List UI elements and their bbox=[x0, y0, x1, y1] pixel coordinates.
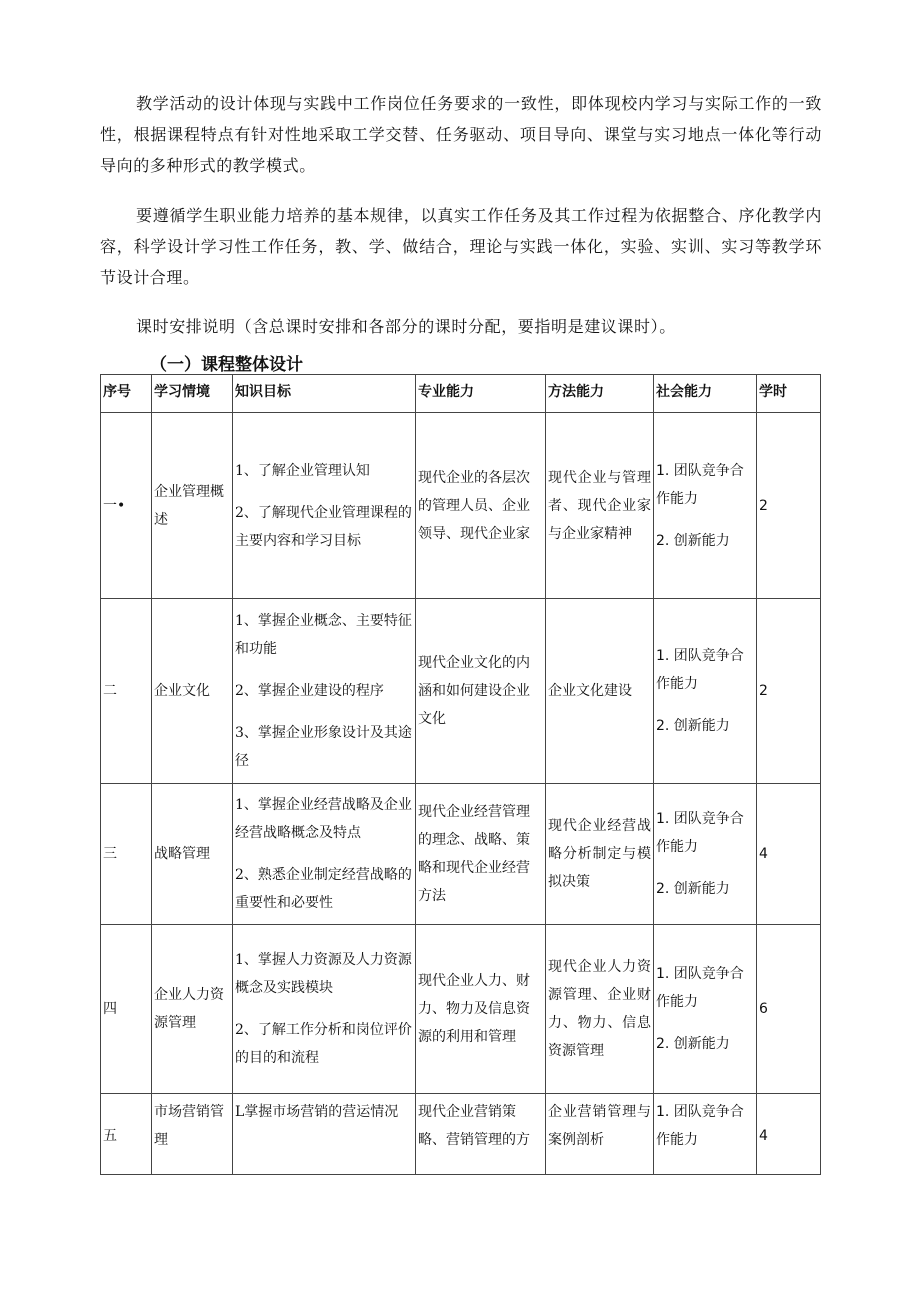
section-title: （一）课程整体设计 bbox=[150, 355, 303, 375]
header-situation: 学习情境 bbox=[152, 375, 233, 413]
social-item: 2. 创新能力 bbox=[656, 1036, 730, 1052]
paragraph-teaching-design: 教学活动的设计体现与实践中工作岗位任务要求的一致性，即体现校内学习与实际工作的一致性，根据课程特点有针对性地采取工学交替、任务驱动、项目导向、课堂与实习地点一体化等行动导向的多种形式的教学模式。 bbox=[100, 94, 822, 175]
cell-no: 五 bbox=[101, 1094, 152, 1175]
knowledge-item: 1、掌握企业概念、主要特征和功能 bbox=[235, 613, 412, 657]
cell-professional: 现代企业营销策略、营销管理的方 bbox=[416, 1094, 546, 1175]
cell-knowledge bbox=[233, 599, 416, 784]
cell-knowledge bbox=[233, 784, 416, 925]
knowledge-item: 1、掌握企业经营战略及企业经营战略概念及特点 bbox=[235, 797, 412, 841]
cell-social bbox=[654, 925, 757, 1094]
cell-social bbox=[654, 784, 757, 925]
cell-method: 现代企业与管理者、现代企业家与企业家精神 bbox=[546, 413, 654, 599]
cell-knowledge bbox=[233, 925, 416, 1094]
cell-hours: 4 bbox=[757, 1094, 821, 1175]
cell-hours: 4 bbox=[757, 784, 821, 925]
table-row bbox=[101, 784, 821, 925]
cell-situation: 企业管理概述 bbox=[152, 413, 233, 599]
cell-situation: 战略管理 bbox=[152, 784, 233, 925]
table-row bbox=[101, 1094, 821, 1175]
cell-social bbox=[654, 599, 757, 784]
table-row bbox=[101, 925, 821, 1094]
paragraph-ability-training: 要遵循学生职业能力培养的基本规律，以真实工作任务及其工作过程为依据整合、序化教学内容，科学设计学习性工作任务，教、学、做结合，理论与实践一体化，实验、实训、实习等教学环节设计合理。 bbox=[100, 206, 822, 287]
header-professional: 专业能力 bbox=[416, 375, 546, 413]
knowledge-item: 1、掌握人力资源及人力资源概念及实践模块 bbox=[235, 952, 412, 996]
social-item: 1. 团队竞争合作能力 bbox=[656, 811, 744, 855]
table-row bbox=[101, 599, 821, 784]
cell-hours: 2 bbox=[757, 413, 821, 599]
knowledge-item: L掌握市场营销的营运情况 bbox=[235, 1104, 399, 1120]
table-header-row bbox=[101, 375, 821, 413]
knowledge-item: 2、了解工作分析和岗位评价的目的和流程 bbox=[235, 1022, 412, 1066]
cell-no: 三 bbox=[101, 784, 152, 925]
cell-knowledge bbox=[233, 1094, 416, 1175]
cell-social bbox=[654, 1094, 757, 1175]
cell-professional: 现代企业文化的内涵和如何建设企业文化 bbox=[416, 599, 546, 784]
social-item: 2. 创新能力 bbox=[656, 532, 730, 549]
course-design-table bbox=[100, 374, 821, 1175]
cell-situation: 企业文化 bbox=[152, 599, 233, 784]
knowledge-item: 2、熟悉企业制定经营战略的重要性和必要性 bbox=[235, 867, 412, 911]
knowledge-item: 3、掌握企业形象设计及其途径 bbox=[235, 725, 412, 769]
cell-method: 企业文化建设 bbox=[546, 599, 654, 784]
social-item: 2. 创新能力 bbox=[656, 881, 730, 897]
social-item: 2. 创新能力 bbox=[656, 718, 730, 734]
cell-situation: 市场营销管理 bbox=[152, 1094, 233, 1175]
cell-knowledge bbox=[233, 413, 416, 599]
social-item: 1. 团队竞争合作能力 bbox=[656, 966, 744, 1010]
cell-professional: 现代企业人力、财力、物力及信息资源的利用和管理 bbox=[416, 925, 546, 1094]
paragraph-hours-note: 课时安排说明（含总课时安排和各部分的课时分配，要指明是建议课时）。 bbox=[136, 317, 676, 336]
cell-situation: 企业人力资源管理 bbox=[152, 925, 233, 1094]
cell-method: 企业营销管理与案例剖析 bbox=[546, 1094, 654, 1175]
cell-social bbox=[654, 413, 757, 599]
social-item: 1. 团队竞争合作能力 bbox=[656, 648, 744, 692]
table-row bbox=[101, 413, 821, 599]
header-hours: 学时 bbox=[757, 375, 821, 413]
cell-no: 一• bbox=[101, 413, 152, 599]
cell-professional: 现代企业经营管理的理念、战略、策略和现代企业经营方法 bbox=[416, 784, 546, 925]
cell-no: 二 bbox=[101, 599, 152, 784]
header-no: 序号 bbox=[101, 375, 152, 413]
social-item: 1. 团队竞争合作能力 bbox=[656, 462, 744, 507]
cell-method: 现代企业人力资源管理、企业财力、物力、信息资源管理 bbox=[546, 925, 654, 1094]
knowledge-item: 2、掌握企业建设的程序 bbox=[235, 683, 384, 699]
header-method: 方法能力 bbox=[546, 375, 654, 413]
knowledge-item: 1、了解企业管理认知 bbox=[235, 462, 370, 479]
cell-hours: 6 bbox=[757, 925, 821, 1094]
cell-hours: 2 bbox=[757, 599, 821, 784]
cell-method: 现代企业经营战略分析制定与模拟决策 bbox=[546, 784, 654, 925]
cell-professional: 现代企业的各层次的管理人员、企业领导、现代企业家 bbox=[416, 413, 546, 599]
header-knowledge: 知识目标 bbox=[233, 375, 416, 413]
social-item: 1. 团队竞争合作能力 bbox=[656, 1104, 744, 1148]
knowledge-item: 2、了解现代企业管理课程的主要内容和学习目标 bbox=[235, 504, 412, 549]
header-social: 社会能力 bbox=[654, 375, 757, 413]
cell-no: 四 bbox=[101, 925, 152, 1094]
